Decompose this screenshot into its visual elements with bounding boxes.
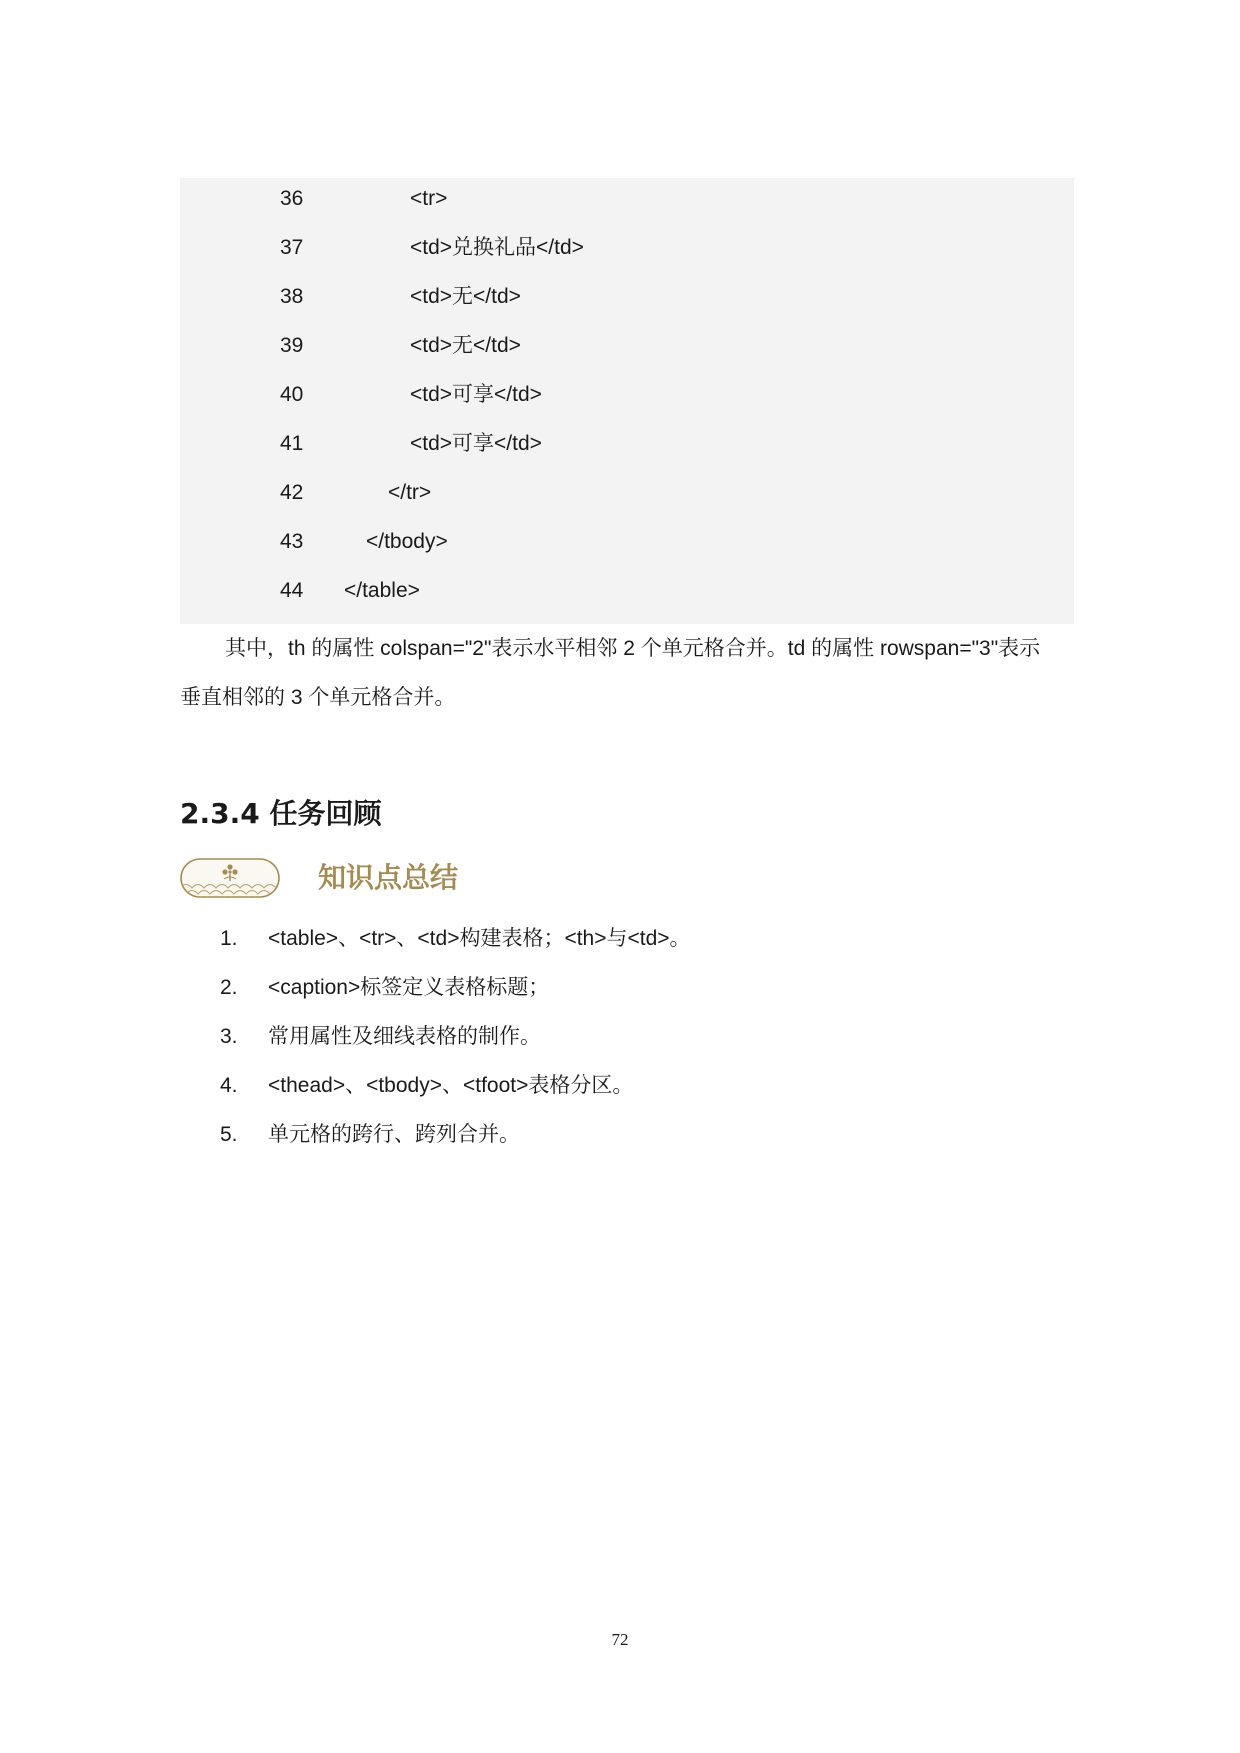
line-number: 44 — [280, 579, 304, 602]
code-block — [180, 178, 1074, 624]
code-line — [180, 280, 1074, 314]
list-number: 5. — [220, 1123, 238, 1146]
list-number: 4. — [220, 1074, 238, 1097]
line-number: 41 — [280, 432, 304, 455]
list-text: <thead>、<tbody>、<tfoot>表格分区。 — [268, 1074, 634, 1097]
line-number: 36 — [280, 187, 304, 210]
list-text: 常用属性及细线表格的制作。 — [268, 1025, 541, 1048]
code-text: <td>兑换礼品</td> — [410, 236, 584, 259]
code-line — [180, 182, 1074, 216]
code-text: <td>可享</td> — [410, 432, 542, 455]
section-heading: 2.3.4 任务回顾 — [180, 797, 382, 830]
code-line — [180, 329, 1074, 363]
code-text: </tbody> — [366, 530, 448, 553]
badge-title: 知识点总结 — [318, 861, 459, 894]
code-line — [180, 525, 1074, 559]
code-text: </tr> — [388, 481, 432, 504]
code-line — [180, 378, 1074, 412]
list-number: 3. — [220, 1025, 238, 1048]
line-number: 39 — [280, 334, 304, 357]
explanation-paragraph: 其中，th 的属性 colspan="2"表示水平相邻 2 个单元格合并。td 的属性 rowspan="3"表示 — [225, 637, 1041, 660]
line-number: 43 — [280, 530, 304, 553]
code-line — [180, 427, 1074, 461]
list-text: <caption>标签定义表格标题； — [268, 976, 550, 999]
code-text: <td>可享</td> — [410, 383, 542, 406]
code-text: <td>无</td> — [410, 285, 521, 308]
code-text: </table> — [344, 579, 420, 602]
code-text: <td>无</td> — [410, 334, 521, 357]
line-number: 37 — [280, 236, 304, 259]
list-number: 2. — [220, 976, 238, 999]
code-line — [180, 231, 1074, 265]
code-text: <tr> — [410, 187, 448, 210]
list-number: 1. — [220, 927, 238, 950]
page-number: 72 — [611, 1630, 629, 1649]
code-line — [180, 574, 1074, 608]
knowledge-badge-icon — [180, 858, 280, 898]
list-text: 单元格的跨行、跨列合并。 — [268, 1123, 520, 1146]
line-number: 40 — [280, 383, 304, 406]
list-text: <table>、<tr>、<td>构建表格；<th>与<td>。 — [268, 927, 691, 950]
code-line — [180, 476, 1074, 510]
explanation-paragraph-continued: 垂直相邻的 3 个单元格合并。 — [180, 686, 456, 709]
line-number: 38 — [280, 285, 304, 308]
line-number: 42 — [280, 481, 304, 504]
